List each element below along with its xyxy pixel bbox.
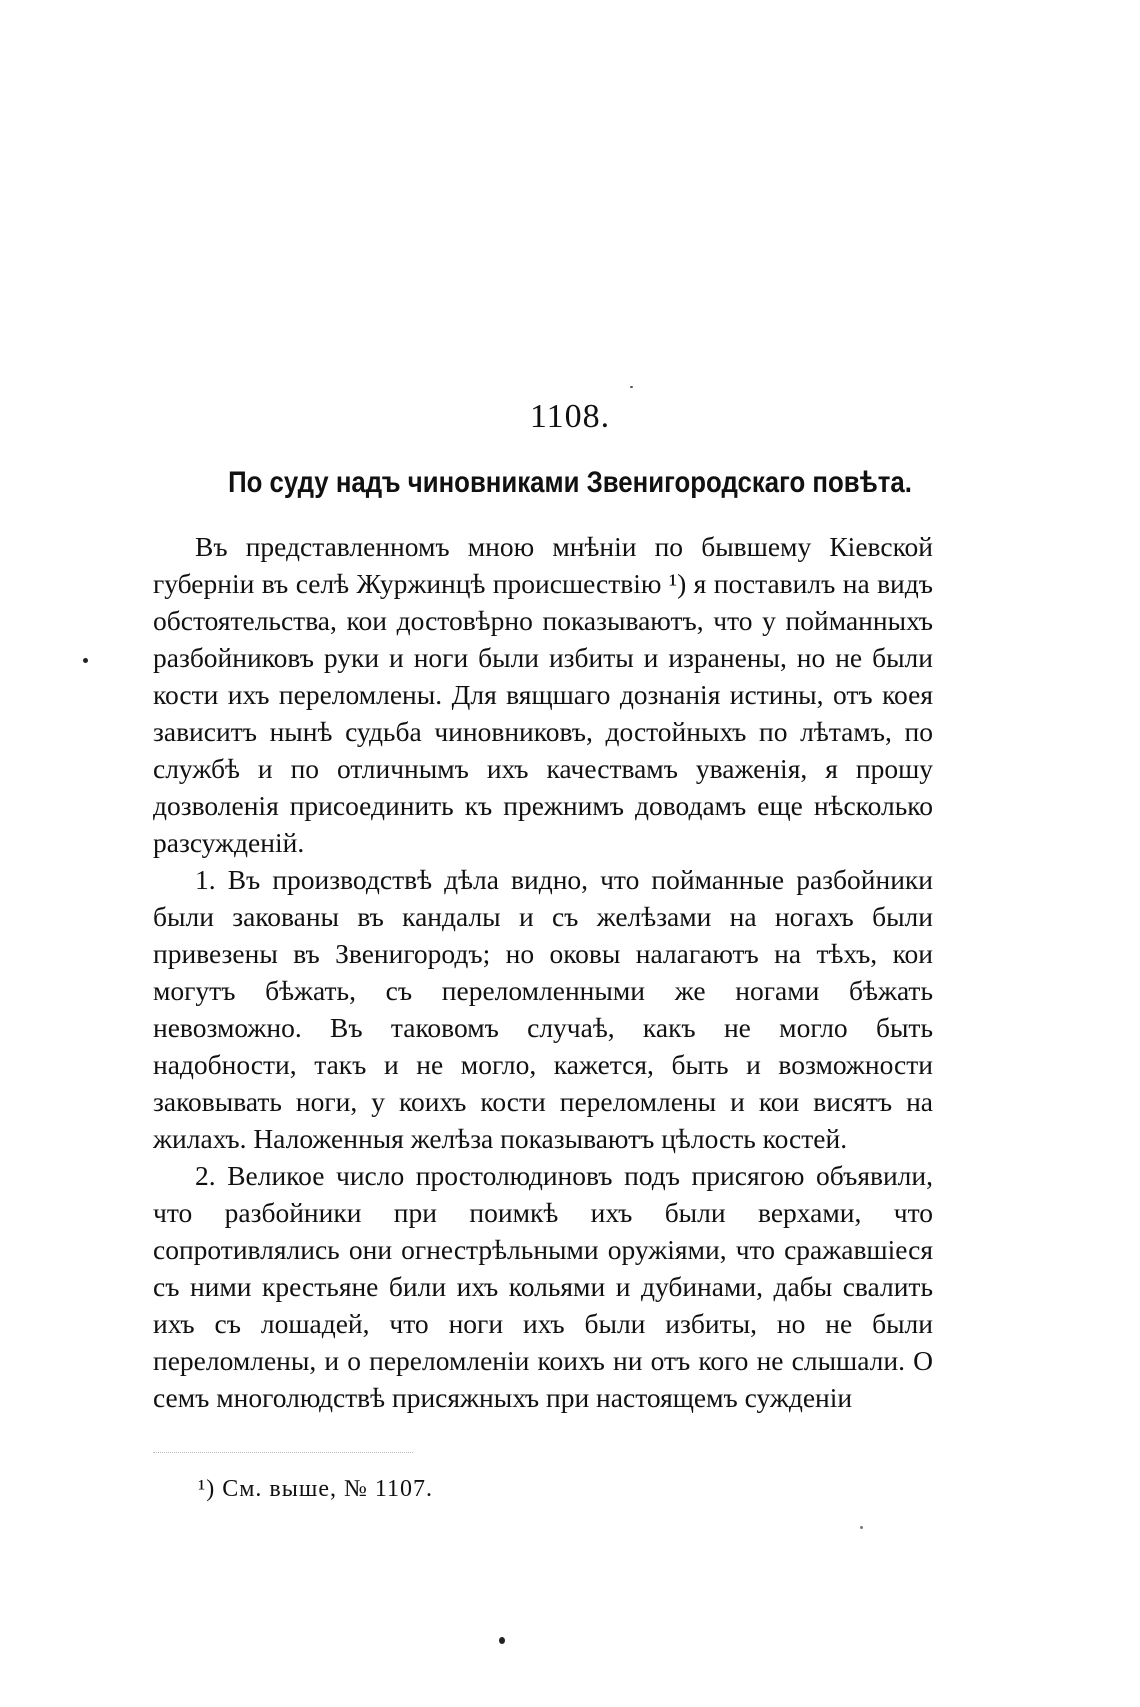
scan-speck — [499, 1637, 505, 1644]
footnote-marker: ¹) — [198, 1476, 216, 1502]
scan-speck — [83, 658, 88, 663]
document-number: 1108. — [529, 398, 611, 435]
footnote-separator — [153, 1452, 413, 1453]
paragraph-intro: Въ представленномъ мною мнѣніи по бывшему Кіевской губерніи въ селѣ Журжинцѣ происшествію ¹) я поставилъ на видъ обстоятельства, кои достовѣрно показываютъ, что у пойманныхъ разбойниковъ руки и ноги были избиты и изранены, но не были кости ихъ переломлены. Для вящшаго дознанія истины, отъ коея зависитъ нынѣ судьба чиновниковъ, достойныхъ по лѣтамъ, по службѣ и по отличнымъ ихъ качествамъ уваженія, я прошу дозволенія присоединить къ прежнимъ доводамъ еще нѣсколько разсужденій. — [153, 531, 933, 858]
body-text — [153, 528, 933, 1416]
paragraph-point-1: 1. Въ производствѣ дѣла видно, что пойманные разбойники были закованы въ кандалы и съ желѣзами на ногахъ были привезены въ Звенигородъ; но оковы налагаютъ на тѣхъ, кои могутъ бѣжать, съ переломленными же ногами бѣжать невозможно. Въ таковомъ случаѣ, какъ не могло быть надобности, такъ и не могло, кажется, быть и возможности заковывать ноги, у коихъ кости переломлены и кои висятъ на жилахъ. Наложенныя желѣза показываютъ цѣлость костей. — [153, 864, 933, 1154]
paragraph-point-2: 2. Великое число простолюдиновъ подъ присягою объявили, что разбойники при поимкѣ ихъ были верхами, что сопротивлялись они огнестрѣльными оружіями, что сражавшіеся съ ними крестьяне били ихъ кольями и дубинами, дабы свалить ихъ съ лошадей, что ноги ихъ были избиты, но не были переломлены, и о переломленіи коихъ ни отъ кого не слышали. О семъ многолюдствѣ присяжныхъ при настоящемъ сужденіи — [153, 1160, 933, 1413]
scan-speck — [860, 1526, 863, 1529]
footnote-text: См. выше, № 1107. — [222, 1476, 433, 1502]
document-title: По суду надъ чиновниками Звенигородскаго повѣта. — [228, 466, 912, 499]
footnote — [198, 1476, 433, 1503]
scan-speck — [630, 386, 633, 388]
